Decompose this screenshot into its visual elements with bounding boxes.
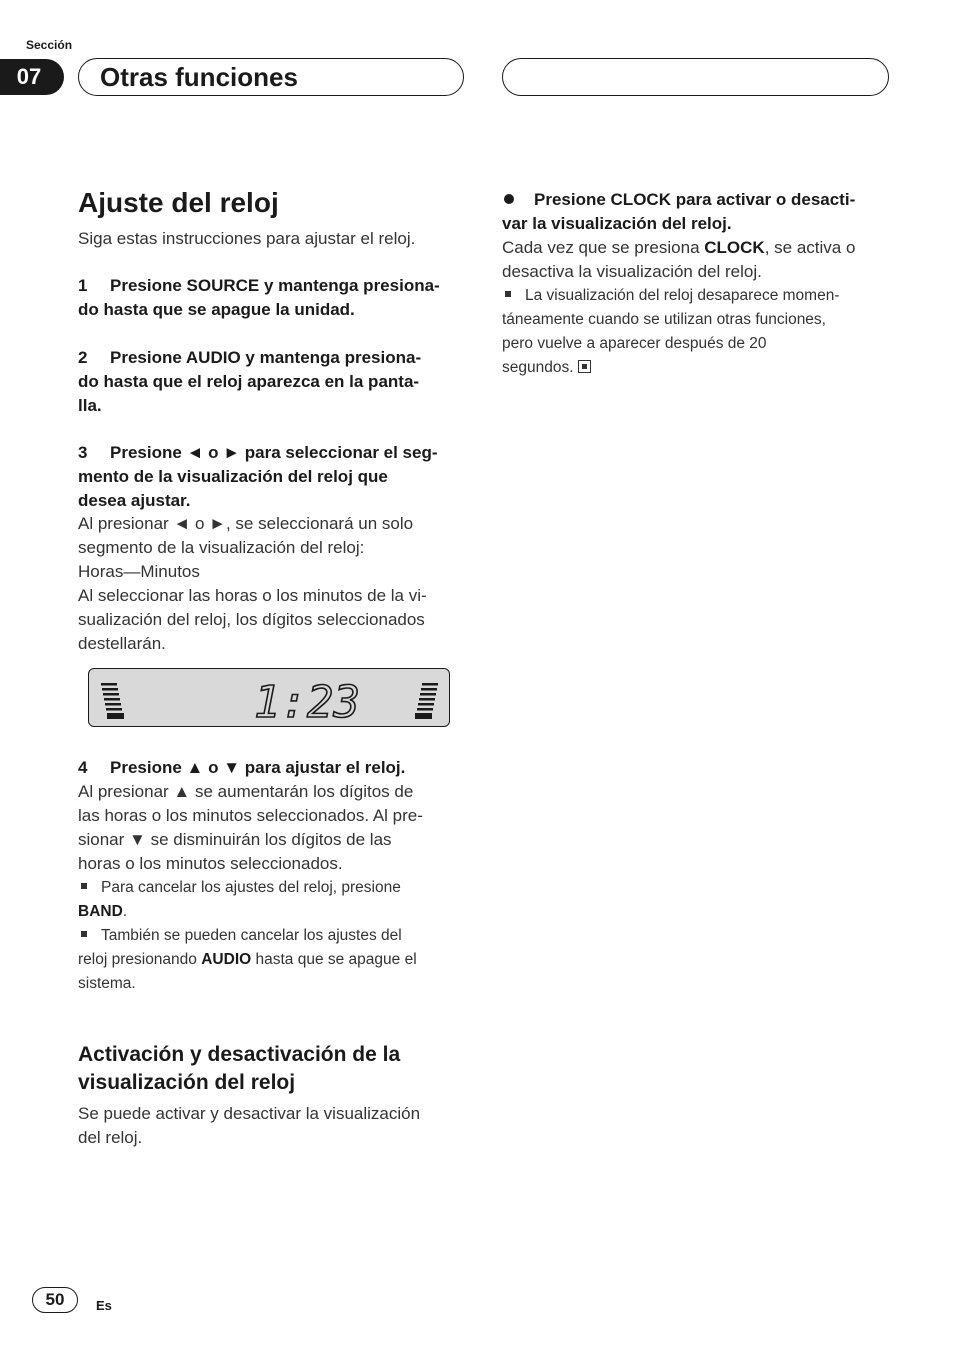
step-3 <box>78 441 466 513</box>
note-text: reloj presionando <box>78 951 202 968</box>
step-text: mento de la visualización del reloj que <box>78 467 388 486</box>
note-cancel-audio <box>78 924 466 996</box>
subsection-intro <box>78 1102 466 1150</box>
body-line: segmento de la visualización del reloj: <box>78 538 365 557</box>
step-4 <box>78 756 466 780</box>
step-number: 2 <box>78 348 88 367</box>
note-text: hasta que se apague el <box>251 951 417 968</box>
note-text: Para cancelar los ajustes del reloj, presione <box>101 879 401 896</box>
step-text: Presione CLOCK para activar o desacti- <box>534 190 856 209</box>
section-title: Otras funciones <box>100 62 298 92</box>
body-line: sualización del reloj, los dígitos seleccionados <box>78 610 425 629</box>
body-line: horas o los minutos seleccionados. <box>78 854 343 873</box>
body-line: Al presionar ◄ o ►, se seleccionará un solo <box>78 514 414 533</box>
body-line: Al presionar ▲ se aumentarán los dígitos de <box>78 782 414 801</box>
step-text: Presione SOURCE y mantenga presiona- <box>110 276 440 295</box>
note-text: pero vuelve a aparecer después de 20 <box>502 335 767 352</box>
note-text: táneamente cuando se utilizan otras funciones, <box>502 311 826 328</box>
step-number: 3 <box>78 443 88 462</box>
step-text: var la visualización del reloj. <box>502 214 732 233</box>
clock-toggle-instruction <box>502 188 890 236</box>
body-line: Al seleccionar las horas o los minutos de la vi- <box>78 586 427 605</box>
step-2 <box>78 346 466 418</box>
note-square-icon <box>505 291 511 297</box>
note-bold-text: BAND <box>78 903 123 920</box>
end-of-section-icon <box>578 360 591 373</box>
page-title: Ajuste del reloj <box>78 187 279 218</box>
body-line: Se puede activar y desactivar la visualización <box>78 1104 421 1123</box>
body-line: desactiva la visualización del reloj. <box>502 262 762 281</box>
body-text: Cada vez que se presiona <box>502 238 705 257</box>
bullet-icon <box>504 194 514 204</box>
page-number: 50 <box>32 1287 78 1313</box>
step-number: 4 <box>78 758 88 777</box>
lcd-graphic <box>89 669 448 725</box>
step-text: Presione ◄ o ► para seleccionar el seg- <box>110 443 438 462</box>
note-cancel-band <box>78 876 466 924</box>
step-text: Presione ▲ o ▼ para ajustar el reloj. <box>110 758 406 777</box>
step-number: 1 <box>78 276 88 295</box>
body-line: sionar ▼ se disminuirán los dígitos de las <box>78 830 392 849</box>
body-line: las horas o los minutos seleccionados. Al pre- <box>78 806 423 825</box>
body-text: , se activa o <box>764 238 856 257</box>
step-1 <box>78 274 466 322</box>
note-text: segundos. <box>502 359 574 376</box>
language-code: Es <box>96 1298 112 1313</box>
step-text: do hasta que se apague la unidad. <box>78 300 355 319</box>
note-square-icon <box>81 931 87 937</box>
note-text: También se pueden cancelar los ajustes del <box>101 927 402 944</box>
subsection-title-line: visualización del reloj <box>78 1071 296 1094</box>
step-text: desea ajustar. <box>78 491 191 510</box>
body-line: del reloj. <box>78 1128 143 1147</box>
note-square-icon <box>81 883 87 889</box>
intro-text: Siga estas instrucciones para ajustar el reloj. <box>78 229 416 248</box>
lcd-digits: 1:23 <box>254 677 360 725</box>
body-line: Horas—Minutos <box>78 562 200 581</box>
body-line: destellarán. <box>78 634 166 653</box>
header-empty-frame <box>502 58 889 96</box>
clock-display-illustration <box>88 668 450 727</box>
subsection-title-line: Activación y desactivación de la <box>78 1043 401 1066</box>
clock-toggle-description <box>502 236 890 284</box>
subsection-title <box>78 1041 466 1097</box>
step-3-description <box>78 512 466 656</box>
note-text: . <box>122 903 128 920</box>
step-text: lla. <box>78 396 102 415</box>
step-4-description <box>78 780 466 876</box>
step-text: do hasta que el reloj aparezca en la panta- <box>78 372 420 391</box>
note-bold-text: AUDIO <box>201 951 252 968</box>
step-text: Presione AUDIO y mantenga presiona- <box>110 348 422 367</box>
section-number-badge: 07 <box>0 59 64 95</box>
note-text: La visualización del reloj desaparece momen- <box>525 287 840 304</box>
body-bold-text: CLOCK <box>704 238 765 257</box>
note-text: sistema. <box>78 975 136 992</box>
section-label: Sección <box>26 38 73 52</box>
note-clock-disappear <box>502 284 890 380</box>
